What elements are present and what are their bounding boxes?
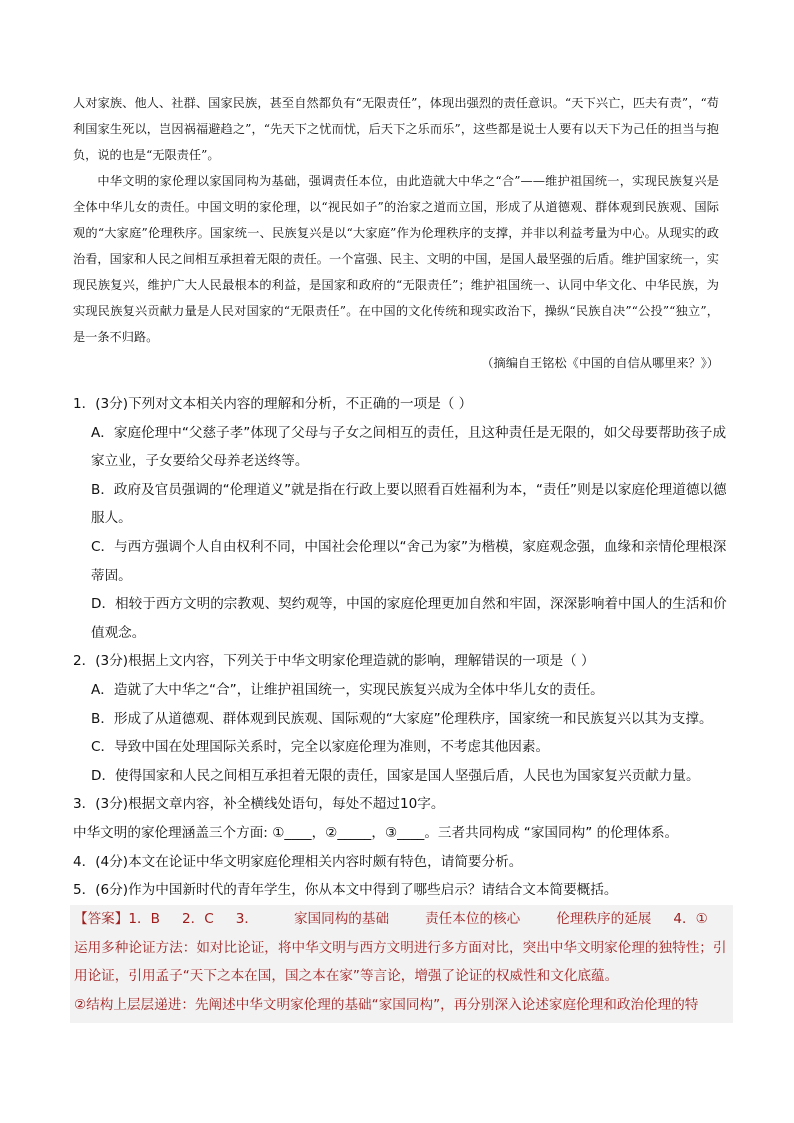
answer-2: 2．C xyxy=(181,911,214,927)
question-2-stem: 2．(3分)根据上文内容，下列关于中华文明家伦理造就的影响，理解错误的一项是（ ） xyxy=(73,653,595,670)
answer-block xyxy=(70,905,733,1023)
answer-3-item-2: 责任本位的核心 xyxy=(425,911,521,927)
question-1-option-b: B．政府及官员强调的“伦理道义”就是指在行政上要以照看百姓福利为本，“责任”则是以家庭伦理道德以德服人。 xyxy=(91,481,727,527)
answer-1: 1．B xyxy=(128,911,160,927)
question-2-option-c: C．导致中国在处理国际关系时，完全以家庭伦理为准则，不考虑其他因素。 xyxy=(91,739,550,756)
question-1-option-d: D．相较于西方文明的宗教观、契约观等，中国的家庭伦理更加自然和牢固，深深影响着中国人的生活和价值观念。 xyxy=(91,596,727,641)
question-1-option-a: A．家庭伦理中“父慈子孝”体现了父母与子女之间相互的责任，且这种责任是无限的，如父母要帮助孩子成家立业，子女要给父母养老送终等。 xyxy=(91,424,727,470)
question-2-option-b: B．形成了从道德观、群体观到民族观、国际观的“大家庭”伦理秩序，国家统一和民族复兴以其为支撑。 xyxy=(91,710,713,727)
reading-passage xyxy=(73,90,719,376)
question-1-option-c: C．与西方强调个人自由权利不同，中国社会伦理以“舍己为家”为楷模，家庭观念强，血缘和亲情伦理根深蒂固。 xyxy=(91,538,727,584)
passage-source: （摘编自王铭松《中国的自信从哪里来？》） xyxy=(481,356,719,370)
question-4-stem: 4．(4分)本文在论证中华文明家庭伦理相关内容时颇有特色，请简要分析。 xyxy=(73,853,523,870)
passage-paragraph-2: 中华文明的家伦理以家国同构为基础，强调责任本位，由此造就大中华之“合”——维护祖国统一，实现民族复兴是全体中华儿女的责任。中国文明的家伦理，以“视民如子”的治家之道而立国，形成了从道德观、群体观到民族观、国际观的“大家庭”伦理秩序。国家统一、民族复兴是以“大家庭”作为伦理秩序的支撑，并非以利益考量为中心。从现实的政治看，国家和人民之间相互承担着无限的责任。一个富强、民主、文明的中国，是国人最坚强的后盾。维护国家统一，实现民族复兴，维护广大人民最根本的利益，是国家和政府的“无限责任”；维护祖国统一、认同中华文化、中华民族，为实现民族复兴贡献力量是人民对国家的“无限责任”。在中国的文化传统和现实政治下，操纵“民族自决”“公投”“独立”，是一条不归路。 xyxy=(73,174,719,344)
answer-4-start: 4．① xyxy=(673,911,708,927)
question-5-stem: 5．(6分)作为中国新时代的青年学生，你从本文中得到了哪些启示？请结合文本简要概括。 xyxy=(73,882,618,899)
question-3-fill-blank: 中华文明的家伦理涵盖三个方面: ①____，②_____，③____。三者共同构成 “家国同构” 的伦理体系。 xyxy=(73,824,679,841)
answer-line-1 xyxy=(74,905,729,934)
answer-4-point-2: ②结构上层层递进：先阐述中华文明家伦理的基础“家国同构”，再分别深入论述家庭伦理和政治伦理的特 xyxy=(74,996,699,1013)
question-2-option-a: A．造就了大中华之“合”，让维护祖国统一，实现民族复兴成为全体中华儿女的责任。 xyxy=(91,681,604,698)
answer-3-item-3: 伦理秩序的延展 xyxy=(556,911,652,927)
question-3-stem: 3．(3分)根据文章内容，补全横线处语句，每处不超过10字。 xyxy=(73,796,445,813)
answer-4-point-1: 运用多种论证方法：如对比论证，将中华文明与西方文明进行多方面对比，突出中华文明家伦理的独特性；引用论证，引用孟子“天下之本在国，国之本在家”等言论，增强了论证的权威性和文化底蕴。 xyxy=(74,939,727,985)
answer-3-item-1: 家国同构的基础 xyxy=(293,911,390,927)
question-1-stem: 1．(3分)下列对文本相关内容的理解和分析，不正确的一项是（ ） xyxy=(73,396,473,412)
passage-paragraph-1: 人对家族、他人、社群、国家民族，甚至自然都负有“无限责任”，体现出强烈的责任意识。“天下兴亡，匹夫有责”，“苟利国家生死以，岂因祸福避趋之”，“先天下之忧而忧，后天下之乐而乐”，这些都是说士人要有以天下为己任的担当与抱负，说的也是“无限责任”。 xyxy=(73,96,719,162)
answer-label: 【答案】 xyxy=(74,911,129,927)
answer-3-number: 3． xyxy=(235,911,258,927)
question-2-option-d: D．使得国家和人民之间相互承担着无限的责任，国家是国人坚强后盾，人民也为国家复兴贡献力量。 xyxy=(91,767,700,784)
question-section xyxy=(73,390,728,905)
